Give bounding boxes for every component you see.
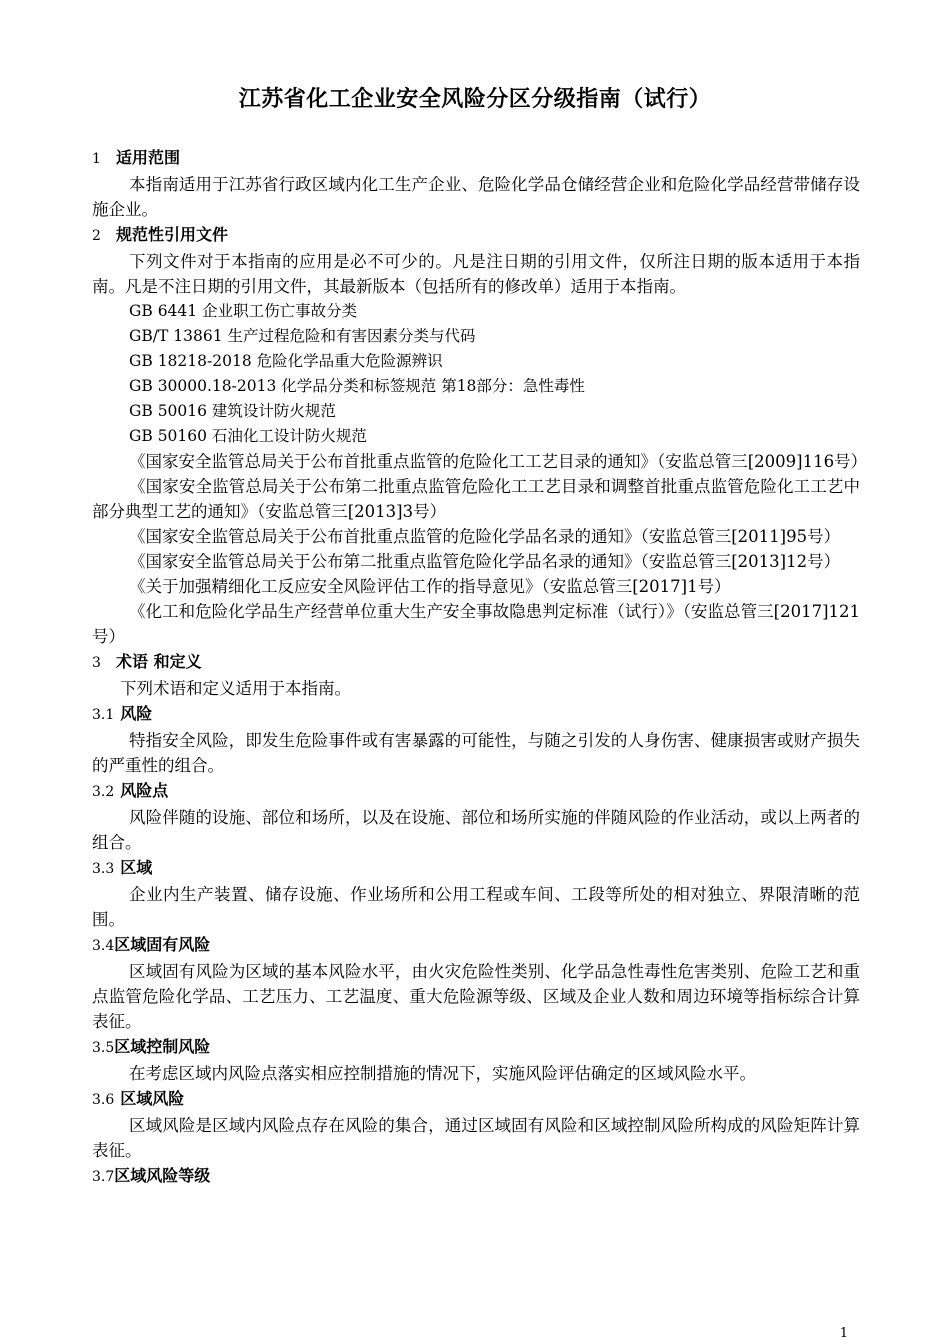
term-title: 区域风险等级 [114,1166,211,1185]
term-heading-3-6 [92,1086,860,1113]
term-definition: 区域风险是区域内风险点存在风险的集合，通过区域固有风险和区域控制风险所构成的风险矩阵计算表征。 [92,1116,860,1160]
section-2-heading [92,222,860,249]
term-definition: 企业内生产装置、储存设施、作业场所和公用工程或车间、工段等所处的相对独立、界限清晰的范围。 [92,885,860,929]
document-title: 江苏省化工企业安全风险分区分级指南（试行） [238,87,712,112]
section-2-paragraph: 下列文件对于本指南的应用是必不可少的。凡是注日期的引用文件，仅所注日期的版本适用于本指南。凡是不注日期的引用文件，其最新版本（包括所有的修改单）适用于本指南。 [92,252,860,296]
section-title: 术语 和定义 [116,652,202,671]
term-heading-3-4 [92,932,860,959]
section-title: 规范性引用文件 [116,225,229,244]
document-reference: 《国家安全监管总局关于公布首批重点监管的危险化工工艺目录的通知》（安监总管三[2009]116号） [129,452,868,471]
section-number: 2 [92,228,101,244]
document-reference: 《关于加强精细化工反应安全风险评估工作的指导意见》（安监总管三[2017]1号） [129,577,731,596]
term-title: 风险 [120,704,153,723]
document-body [92,145,868,1190]
term-definition: 风险伴随的设施、部位和场所，以及在设施、部位和场所实施的伴随风险的作业活动，或以上两者的组合。 [92,808,860,852]
term-heading-3-2 [92,778,860,805]
standard-reference: GB/T 13861 生产过程危险和有害因素分类与代码 [129,327,476,345]
term-heading-3-1 [92,701,860,728]
page-number: 1 [839,1326,848,1341]
term-number: 3.2 [92,784,115,800]
term-definition: 区域固有风险为区域的基本风险水平，由火灾危险性类别、化学品急性毒性危害类别、危险工艺和重点监管危险化学品、工艺压力、工艺温度、重大危险源等级、区域及企业人数和周边环境等指标综合计算表征。 [92,962,860,1031]
term-heading-3-5 [92,1034,860,1061]
section-number: 1 [92,151,101,167]
term-heading-3-3 [92,855,860,882]
term-title: 区域风险 [120,1089,185,1108]
term-definition: 特指安全风险，即发生危险事件或有害暴露的可能性，与随之引发的人身伤害、健康损害或财产损失的严重性的组合。 [92,731,860,775]
term-title: 区域 [120,858,153,877]
section-1-paragraph: 本指南适用于江苏省行政区域内化工生产企业、危险化学品仓储经营企业和危险化学品经营带储存设施企业。 [92,175,860,219]
term-number: 3.4 [92,938,115,954]
section-3-paragraph: 下列术语和定义适用于本指南。 [120,679,351,698]
document-reference: 《国家安全监管总局关于公布第二批重点监管危险化学品名录的通知》（安监总管三[2013]12号） [129,552,841,571]
term-number: 3.6 [92,1092,115,1108]
term-heading-3-7 [92,1163,860,1190]
standard-reference: GB 50160 石油化工设计防火规范 [129,427,367,445]
section-number: 3 [92,655,101,671]
term-number: 3.1 [92,707,115,723]
term-title: 风险点 [120,781,169,800]
standard-reference: GB 18218-2018 危险化学品重大危险源辨识 [129,352,443,370]
section-1-heading [92,145,860,172]
document-reference: 《国家安全监管总局关于公布第二批重点监管危险化工工艺目录和调整首批重点监管危险化工工艺中部分典型工艺的通知》（安监总管三[2013]3号） [92,477,860,521]
section-3-heading [92,649,860,676]
standard-reference: GB 30000.18-2013 化学品分类和标签规范 第18部分：急性毒性 [129,377,585,395]
term-definition: 在考虑区域内风险点落实相应控制措施的情况下，实施风险评估确定的区域风险水平。 [129,1064,756,1083]
section-title: 适用范围 [116,148,181,167]
document-reference: 《化工和危险化学品生产经营单位重大生产安全事故隐患判定标准（试行）》（安监总管三[2017]121号） [92,602,860,646]
term-number: 3.5 [92,1040,115,1056]
term-title: 区域控制风险 [114,1037,211,1056]
document-reference: 《国家安全监管总局关于公布首批重点监管的危险化学品名录的通知》（安监总管三[2011]95号） [129,527,841,546]
standard-reference: GB 6441 企业职工伤亡事故分类 [129,302,358,320]
term-number: 3.3 [92,861,115,877]
standard-reference: GB 50016 建筑设计防火规范 [129,402,336,420]
term-number: 3.7 [92,1169,115,1185]
term-title: 区域固有风险 [114,935,211,954]
